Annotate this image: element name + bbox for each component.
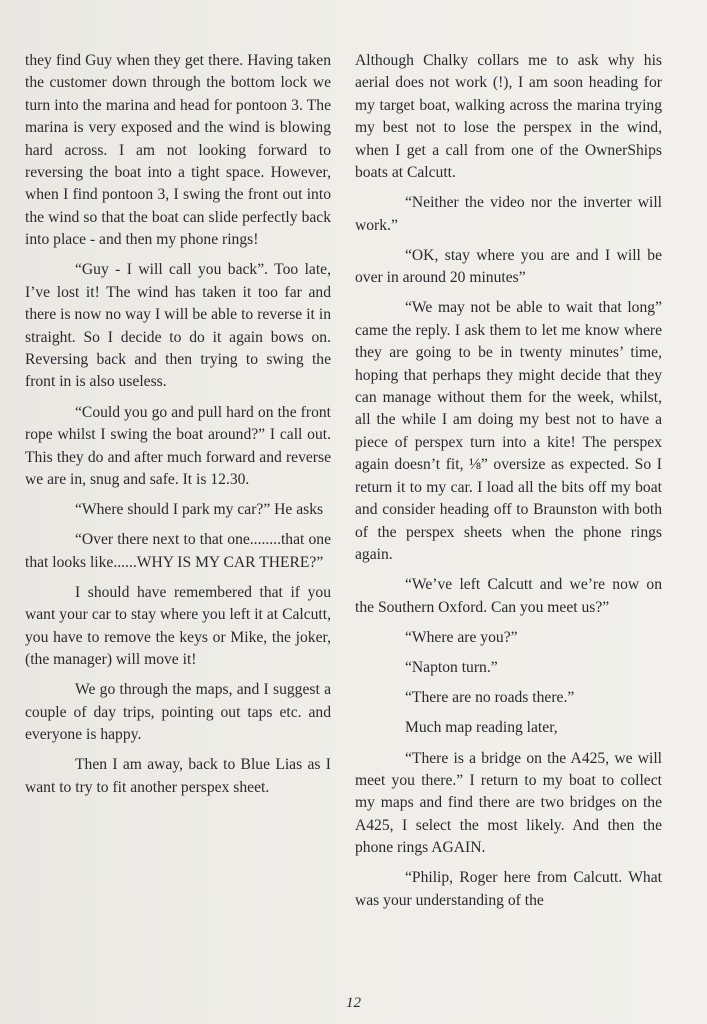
paragraph: We go through the maps, and I suggest a couple of day trips, pointing out taps etc. and everyone is happy. xyxy=(25,681,331,744)
paragraph: “Napton turn.” xyxy=(405,658,498,676)
paragraph: “There is a bridge on the A425, we will meet you there.” I return to my boat to collect my maps and find there are two bridges on the A425, I select the most likely. And then the phone rings AGAIN. xyxy=(355,749,662,857)
paragraph: “There are no roads there.” xyxy=(405,689,575,707)
page-number: 12 xyxy=(346,995,361,1011)
paragraph: “Where should I park my car?” He asks xyxy=(75,501,324,519)
paragraph: “We may not be able to wait that long” came the reply. I ask them to let me know where they are going to be in twenty minutes’ time, hoping that perhaps they might decide that they can manage without them for the week, whilst, all the while I am doing my best not to have a piece of perspex turn into a kite! The perspex again doesn’t fit, ⅛” oversize as expected. So I return it to my car. I load all the bits off my boat and consider heading off to Braunston with both of the perspex sheets when the phone rings again. xyxy=(355,299,662,563)
paragraph: Then I am away, back to Blue Lias as I want to try to fit another perspex sheet. xyxy=(25,756,331,796)
paragraph: they find Guy when they get there. Having taken the customer down through the bottom lock we turn into the marina and head for pontoon 3. The marina is very exposed and the wind is blowing hard across. I am not looking forward to reversing the boat into a tight space. However, when I find pontoon 3, I swing the front out into the wind so that the boat can slide perfectly back into place - and then my phone rings! xyxy=(25,52,331,249)
paragraph: “OK, stay where you are and I will be over in around 20 minutes” xyxy=(355,246,662,287)
paragraph: “Over there next to that one........that one that looks like......WHY IS MY CAR THERE?” xyxy=(25,531,331,571)
paragraph: “We’ve left Calcutt and we’re now on the Southern Oxford. Can you meet us?” xyxy=(355,576,662,616)
paragraph: I should have remembered that if you want your car to stay where you left it at Calcutt, you have to remove the keys or Mike, the joker, (the manager) will move it! xyxy=(25,583,331,669)
right-column xyxy=(355,50,662,920)
paragraph: Although Chalky collars me to ask why his aerial does not work (!), I am soon heading for my target boat, walking across the marina trying my best not to lose the perspex in the wind, when I get a call from one of the OwnerShips boats at Calcutt. xyxy=(355,52,662,182)
paragraph: “Guy - I will call you back”. Too late, I’ve lost it! The wind has taken it too far and there is now no way I will be able to reverse it in straight. So I decide to do it again bows on. Reversing back and then trying to swing the front in is also useless. xyxy=(25,261,331,391)
left-column xyxy=(25,50,331,807)
paragraph: “Could you go and pull hard on the front rope whilst I swing the boat around?” I call out. This they do and after much forward and reverse we are in, snug and safe. It is 12.30. xyxy=(25,403,331,488)
paragraph: “Philip, Roger here from Calcutt. What was your understanding of the xyxy=(355,869,662,909)
paragraph: Much map reading later, xyxy=(405,719,558,737)
paragraph: “Where are you?” xyxy=(405,628,518,646)
paragraph: “Neither the video nor the inverter will work.” xyxy=(355,194,662,234)
